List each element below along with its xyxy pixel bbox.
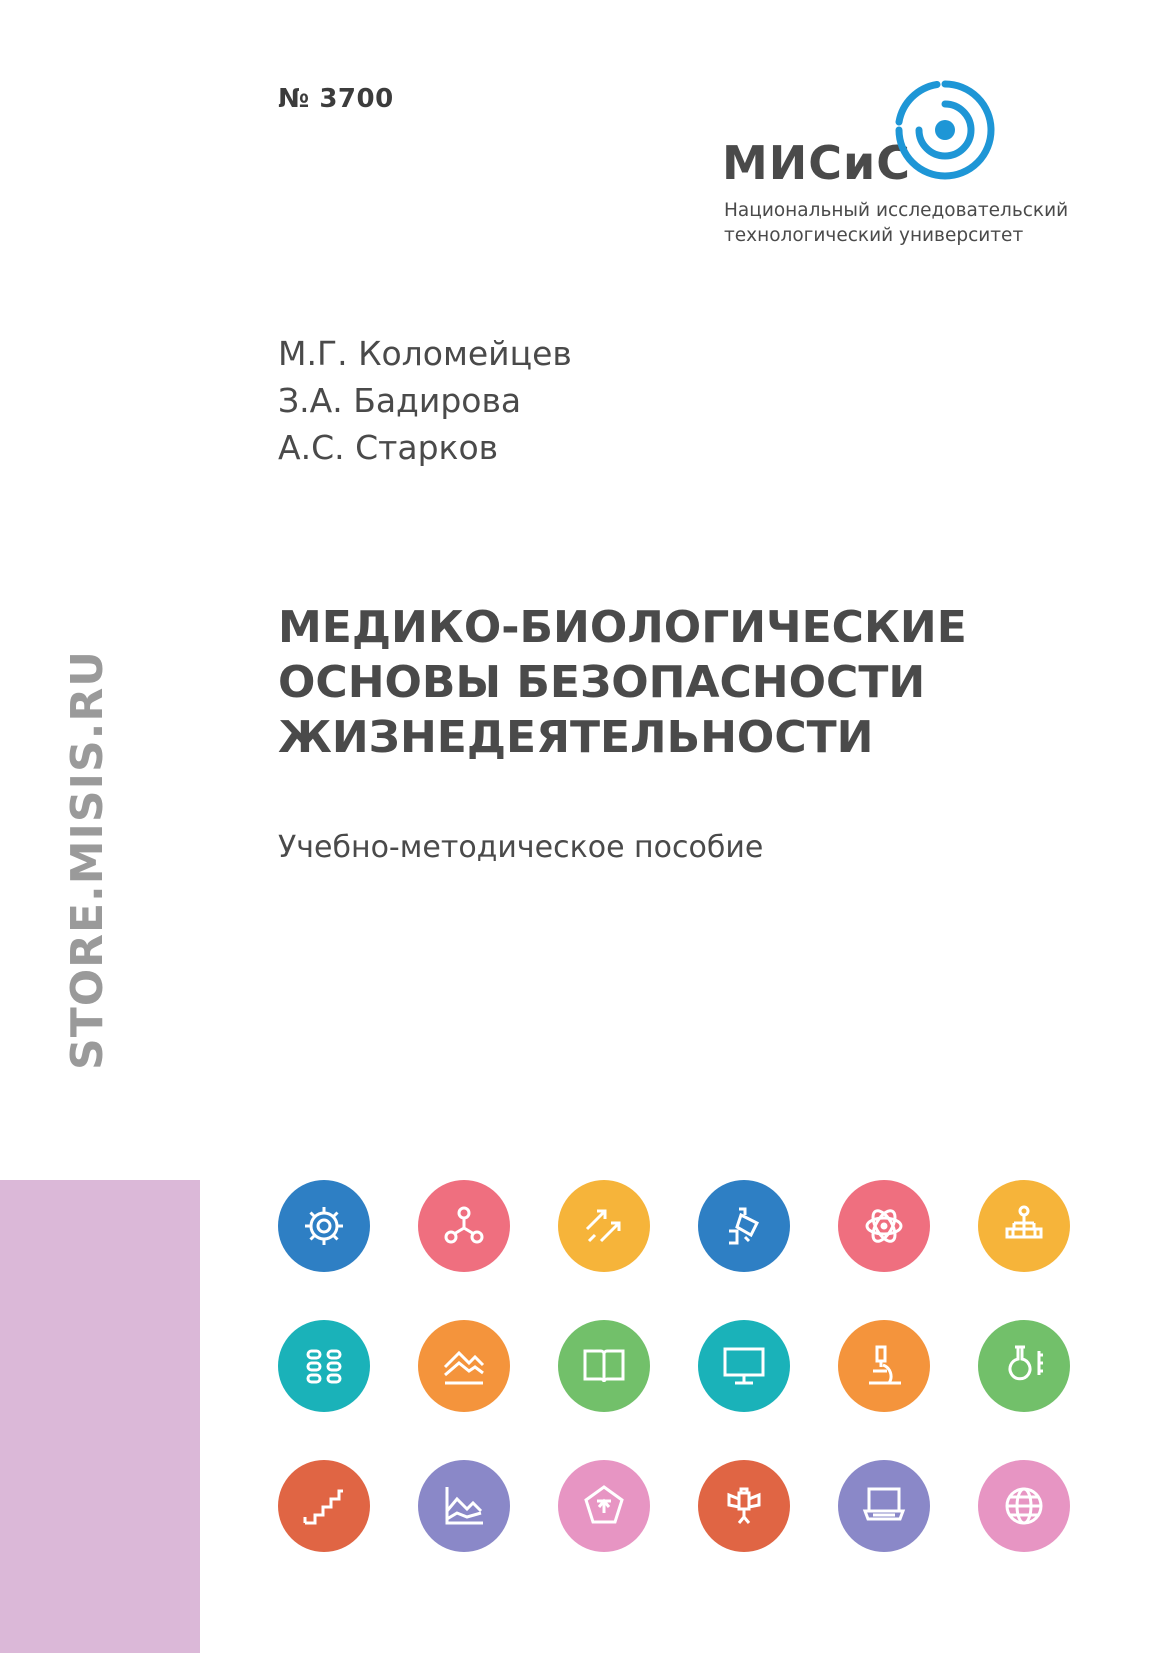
author-name: А.С. Старков (278, 428, 499, 467)
book-subtitle: Учебно-методическое пособие (278, 830, 764, 865)
book-title-line: ОСНОВЫ БЕЗОПАСНОСТИ (278, 657, 926, 708)
molecule-icon (418, 1180, 510, 1272)
microscope-icon (838, 1320, 930, 1412)
book-title-line: МЕДИКО-БИОЛОГИЧЕСКИЕ (278, 602, 967, 653)
line-chart-icon (418, 1460, 510, 1552)
monitor-icon (698, 1320, 790, 1412)
hierarchy-icon (978, 1180, 1070, 1272)
laptop-icon (838, 1460, 930, 1552)
mountains-icon (418, 1320, 510, 1412)
gear-icon (278, 1180, 370, 1272)
icon-grid (278, 1180, 1078, 1600)
book-number: № 3700 (278, 84, 394, 114)
ladle-icon (698, 1180, 790, 1272)
logo-subtitle-line: Национальный исследовательский (724, 200, 1069, 221)
flask-icon (978, 1320, 1070, 1412)
growth-arrows-icon (558, 1180, 650, 1272)
logo-subtitle-line: технологический университет (724, 225, 1024, 246)
author-name: М.Г. Коломейцев (278, 334, 572, 373)
pentagon-icon (558, 1460, 650, 1552)
globe-icon (978, 1460, 1070, 1552)
satellite-icon (698, 1460, 790, 1552)
authors-list (278, 330, 572, 471)
logo-subtitle (724, 198, 1104, 248)
book-title (278, 600, 1078, 765)
stairs-icon (278, 1460, 370, 1552)
logo-name: МИСиС (722, 136, 912, 190)
decorative-pink-bar (0, 1180, 200, 1653)
book-title-line: ЖИЗНЕДЕЯТЕЛЬНОСТИ (278, 712, 874, 763)
circles-grid-icon (278, 1320, 370, 1412)
atom-icon (838, 1180, 930, 1272)
author-name: З.А. Бадирова (278, 381, 522, 420)
store-url: STORE.MISIS.RU (62, 650, 113, 1070)
logo-target-icon (895, 76, 1005, 186)
book-icon (558, 1320, 650, 1412)
